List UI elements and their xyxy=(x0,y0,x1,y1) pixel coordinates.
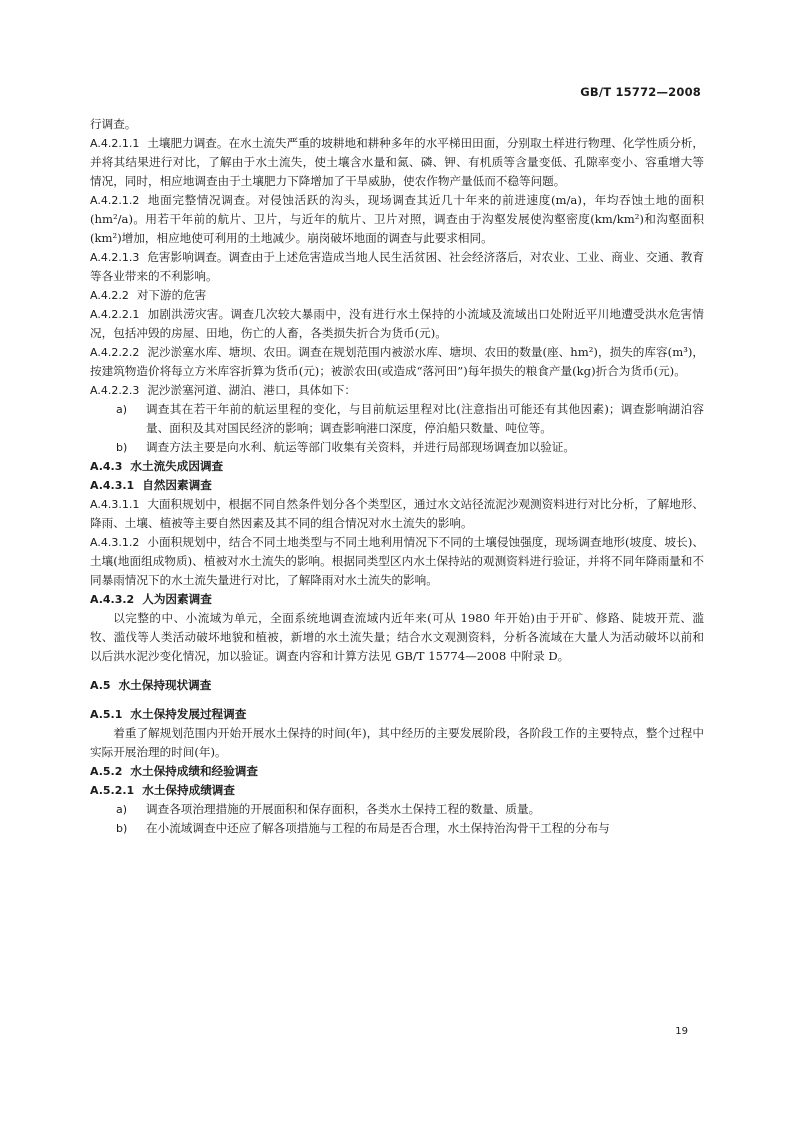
clause-number: A.4.2.2 xyxy=(90,289,129,302)
paragraph-text: 加剧洪涝灾害。调查几次较大暴雨中，没有进行水土保持的小流域及流域出口处附近平川地遭受洪水危害情况，包括冲毁的房屋、田地，伤亡的人畜，各类损失折合为货币(元)。 xyxy=(90,307,704,340)
page-number: 19 xyxy=(675,1026,688,1037)
clause-paragraph xyxy=(90,134,704,191)
paragraph-text: 小面积规划中，结合不同土地类型与不同土地利用情况下不同的土壤侵蚀强度，现场调查地形(坡度、坡长)、土壤(地面组成物质)、植被对水土流失的影响。根据同类型区内水土保持站的观测资料进行验证，并将不同年降雨量和不同暴雨情况下的水土流失量进行对比，了解降雨对水土流失的影响。 xyxy=(90,535,704,587)
list-item xyxy=(90,438,704,457)
paragraph-text: 调查方法主要是向水利、航运等部门收集有关资料，并进行局部现场调查加以验证。 xyxy=(146,440,575,454)
clause-number: A.4.3.1.2 xyxy=(90,536,140,549)
paragraph-text: 以完整的中、小流域为单元，全面系统地调查流域内近年来(可从 1980 年开始)由于开矿、修路、陡坡开荒、滥牧、滥伐等人类活动破坏地貌和植被，新增的水土流失量；结合水文观测资料，分析各流域在大量人为活动破坏以前和以后洪水泥沙变化情况，加以验证。调查内容和计算方法见 GB/T 15774—2008 中附录 D。 xyxy=(90,611,704,663)
paragraph-text: 着重了解规划范围内开始开展水土保持的时间(年)，其中经历的主要发展阶段，各阶段工作的主要特点，整个过程中实际开展治理的时间(年)。 xyxy=(90,726,704,759)
body-paragraph xyxy=(90,115,704,134)
body-paragraph xyxy=(90,724,704,762)
subsection-heading xyxy=(90,590,704,609)
list-item xyxy=(90,800,704,819)
standard-code-header: GB/T 15772—2008 xyxy=(580,85,701,99)
clause-paragraph xyxy=(90,191,704,248)
subsection-heading xyxy=(90,762,704,781)
clause-number: A.4.2.2.1 xyxy=(90,308,140,321)
clause-number: A.4.2.1.3 xyxy=(90,251,140,264)
clause-number: A.4.2.2.2 xyxy=(90,346,140,359)
clause-number: A.4.3.2 xyxy=(90,593,135,606)
paragraph-text: 危害影响调查。调查由于上述危害造成当地人民生活贫困、社会经济落后，对农业、工业、商业、交通、教育等各业带来的不利影响。 xyxy=(90,250,704,283)
paragraph-text: 对下游的危害 xyxy=(136,288,207,302)
paragraph-text: 泥沙淤塞水库、塘坝、农田。调查在规划范围内被淤水库、塘坝、农田的数量(座、hm²)，损失的库容(m³)，按建筑物造价将每立方米库容折算为货币(元)；被淤农田(或造成“落河田”)每年损失的粮食产量(kg)折合为货币(元)。 xyxy=(90,345,704,378)
section-heading xyxy=(90,676,704,695)
paragraph-text: 调查其在若干年前的航运里程的变化，与目前航运里程对比(注意指出可能还有其他因素)；调查影响湖泊容量、面积及其对国民经济的影响；调查影响港口深度，停泊船只数量、吨位等。 xyxy=(146,402,704,435)
clause-number: A.4.2.1.1 xyxy=(90,137,140,150)
clause-number: A.5 xyxy=(90,679,111,692)
clause-paragraph xyxy=(90,533,704,590)
list-marker: b) xyxy=(116,441,128,454)
heading-text: 自然因素调查 xyxy=(142,478,212,492)
paragraph-text: 大面积规划中，根据不同自然条件划分各个类型区，通过水文站径流泥沙观测资料进行对比分析，了解地形、降雨、土壤、植被等主要自然因素及其不同的组合情况对水土流失的影响。 xyxy=(90,497,704,530)
paragraph-text: 在小流域调查中还应了解各项措施与工程的布局是否合理，水土保持治沟骨干工程的分布与 xyxy=(146,821,610,835)
clause-paragraph xyxy=(90,381,704,400)
subsection-heading xyxy=(90,781,704,800)
paragraph-text: 土壤肥力调查。在水土流失严重的坡耕地和耕种多年的水平梯田田面，分别取土样进行物理、化学性质分析，并将其结果进行对比，了解由于水土流失，使土壤含水量和氮、磷、钾、有机质等含量变低、孔隙率变小、容重增大等情况，同时，相应地调查由于土壤肥力下降增加了干旱威胁，使农作物产量低而不稳等问题。 xyxy=(90,136,704,188)
heading-text: 水土流失成因调查 xyxy=(130,459,224,473)
clause-number: A.4.2.2.3 xyxy=(90,384,140,397)
list-marker: b) xyxy=(116,822,128,835)
clause-paragraph xyxy=(90,305,704,343)
clause-paragraph xyxy=(90,495,704,533)
heading-text: 人为因素调查 xyxy=(142,592,212,606)
paragraph-text: 地面完整情况调查。对侵蚀活跃的沟头，现场调查其近几十年来的前进速度(m/a)，年均吞蚀土地的面积(hm²/a)。用若干年前的航片、卫片，与近年的航片、卫片对照，调查由于沟壑发展使沟壑密度(km/km²)和沟壑面积(km²)增加，相应地使可利用的土地减少。崩岗破坏地面的调查与此要求相同。 xyxy=(90,193,704,245)
clause-number: A.4.3 xyxy=(90,460,123,473)
paragraph-text: 行调查。 xyxy=(90,117,137,131)
list-item xyxy=(90,819,704,838)
paragraph-text: 泥沙淤塞河道、湖泊、港口，具体如下： xyxy=(147,383,357,397)
list-marker: a) xyxy=(116,803,128,816)
subsection-heading xyxy=(90,705,704,724)
clause-paragraph xyxy=(90,343,704,381)
document-body xyxy=(90,115,704,838)
clause-paragraph xyxy=(90,286,704,305)
clause-number: A.4.3.1.1 xyxy=(90,498,140,511)
clause-number: A.5.2 xyxy=(90,765,123,778)
paragraph-text: 调查各项治理措施的开展面积和保存面积，各类水土保持工程的数量、质量。 xyxy=(146,802,541,816)
heading-text: 水土保持成绩和经验调查 xyxy=(130,764,258,778)
heading-text: 水土保持发展过程调查 xyxy=(130,707,247,721)
clause-number: A.4.3.1 xyxy=(90,479,135,492)
body-paragraph xyxy=(90,609,704,666)
subsection-heading xyxy=(90,476,704,495)
clause-paragraph xyxy=(90,248,704,286)
list-item xyxy=(90,400,704,438)
clause-number: A.4.2.1.2 xyxy=(90,194,140,207)
subsection-heading xyxy=(90,457,704,476)
heading-text: 水土保持现状调查 xyxy=(118,678,212,692)
clause-number: A.5.1 xyxy=(90,708,123,721)
list-marker: a) xyxy=(116,403,128,416)
clause-number: A.5.2.1 xyxy=(90,784,135,797)
heading-text: 水土保持成绩调查 xyxy=(142,783,235,797)
